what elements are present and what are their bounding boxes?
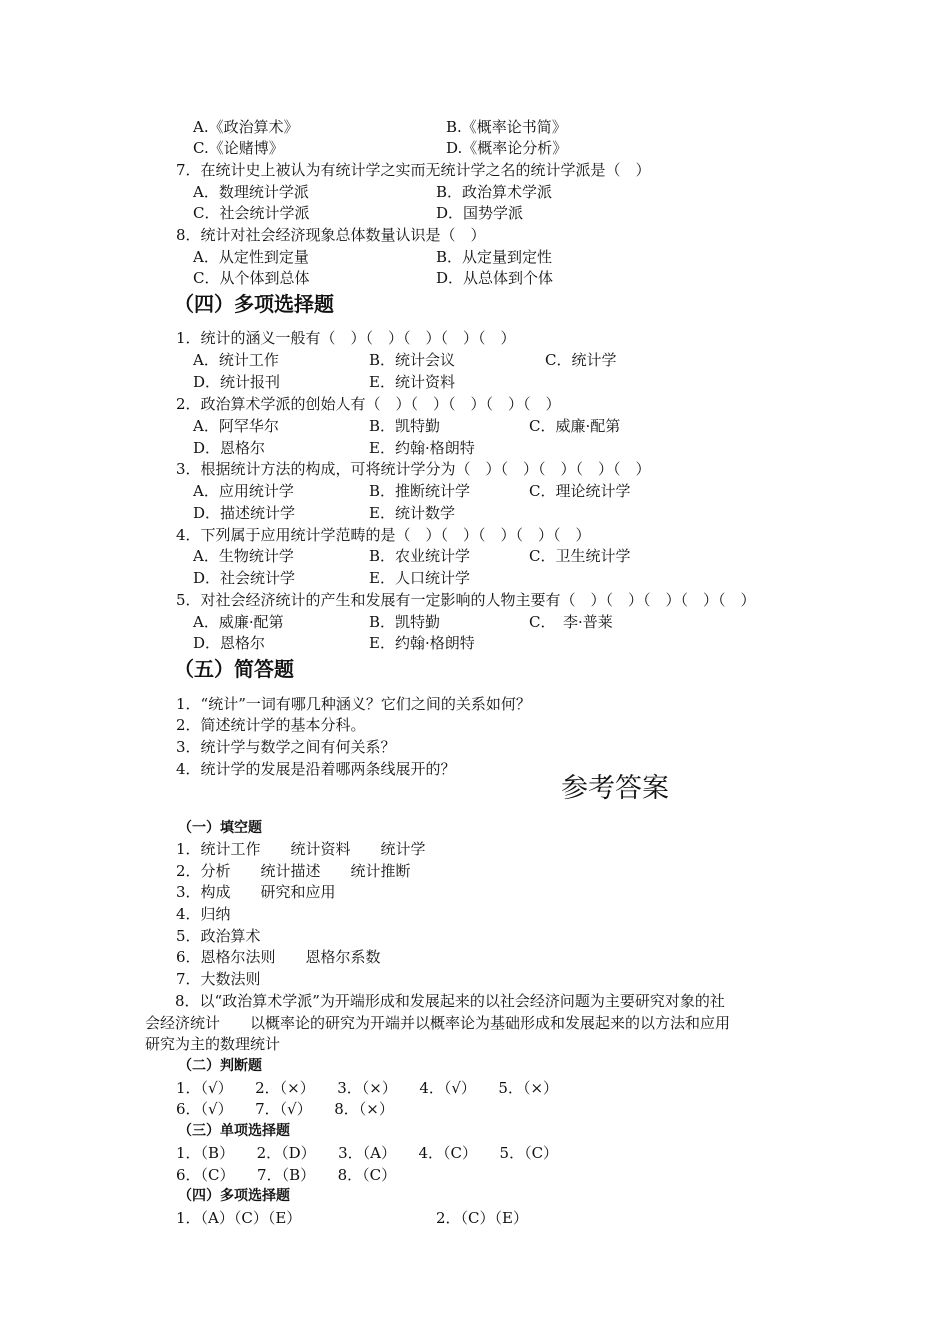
s5-item-3: 3．统计学与数学之间有何关系？	[176, 738, 396, 756]
answers-judge-line-2: 6．（√） 7．（√） 8．（×）	[176, 1100, 394, 1118]
q6-option-d: D.《概率论分析》	[446, 139, 568, 157]
q8-option-b: B．从定量到定性	[436, 248, 553, 266]
answers-title: 参考答案	[561, 773, 669, 804]
s4-q1-option-b: B．统计会议	[369, 351, 456, 369]
s4-q5-option-e: E．约翰·格朗特	[369, 634, 475, 652]
s4-q5-option-a: A．威廉·配第	[193, 613, 284, 631]
s4-q5-option-b: B．凯特勤	[369, 613, 441, 631]
answers-fill-line-2: 2．分析 统计描述 统计推断	[176, 862, 411, 880]
s4-q2-option-c: C．威廉·配第	[529, 417, 621, 435]
q6-option-a: A.《政治算术》	[193, 118, 299, 136]
q6-option-b: B.《概率论书简》	[446, 118, 567, 136]
q8-option-d: D．从总体到个体	[436, 269, 554, 287]
answers-fill-line-8c: 研究为主的数理统计	[145, 1035, 281, 1053]
answers-single-line-1: 1．（B） 2．（D） 3．（A） 4．（C） 5．（C）	[176, 1144, 559, 1162]
answers-judge-heading: （二）判断题	[178, 1058, 262, 1074]
section-heading-multiple-choice: （四）多项选择题	[174, 292, 334, 316]
answers-fill-line-7: 7．大数法则	[176, 970, 261, 988]
answers-fill-line-6: 6．恩格尔法则 恩格尔系数	[176, 948, 381, 966]
q7-stem: 7．在统计史上被认为有统计学之实而无统计学之名的统计学派是（ ）	[176, 161, 651, 179]
s4-q3-option-a: A．应用统计学	[193, 482, 294, 500]
answers-judge-line-1: 1．（√） 2．（×） 3．（×） 4．（√） 5．（×）	[176, 1079, 559, 1097]
s4-q3-option-e: E．统计数学	[369, 504, 455, 522]
answers-multi-item-2: 2．（C）（E）	[436, 1209, 528, 1227]
q8-stem: 8．统计对社会经济现象总体数量认识是（ ）	[176, 226, 486, 244]
s4-q5-option-c: C． 李·普莱	[529, 613, 613, 631]
s4-q4-stem: 4．下列属于应用统计学范畴的是（ ）（ ）（ ）（ ）（ ）	[176, 526, 591, 544]
s4-q2-option-d: D．恩格尔	[193, 439, 266, 457]
q7-option-c: C．社会统计学派	[193, 204, 310, 222]
q7-option-d: D．国势学派	[436, 204, 524, 222]
answers-fill-line-4: 4．归纳	[176, 905, 231, 923]
q7-option-b: B．政治算术学派	[436, 183, 553, 201]
q6-option-c: C.《论赌博》	[193, 139, 284, 157]
s4-q2-option-e: E．约翰·格朗特	[369, 439, 475, 457]
s4-q4-option-c: C．卫生统计学	[529, 547, 631, 565]
section-heading-short-answer: （五）简答题	[174, 657, 294, 681]
s5-item-1: 1．“统计”一词有哪几种涵义？它们之间的关系如何？	[176, 695, 531, 713]
answers-fill-line-5: 5．政治算术	[176, 927, 261, 945]
s4-q2-stem: 2．政治算术学派的创始人有（ ）（ ）（ ）（ ）（ ）	[176, 395, 561, 413]
s4-q1-option-c: C．统计学	[545, 351, 617, 369]
s4-q3-option-d: D．描述统计学	[193, 504, 296, 522]
answers-single-heading: （三）单项选择题	[178, 1123, 290, 1139]
s4-q5-stem: 5．对社会经济统计的产生和发展有一定影响的人物主要有（ ）（ ）（ ）（ ）（ ）	[176, 591, 756, 609]
s4-q3-option-c: C．理论统计学	[529, 482, 631, 500]
s4-q4-option-d: D．社会统计学	[193, 569, 296, 587]
answers-single-line-2: 6．（C） 7．（B） 8．（C）	[176, 1166, 397, 1184]
q8-option-c: C．从个体到总体	[193, 269, 310, 287]
s4-q2-option-b: B．凯特勤	[369, 417, 441, 435]
s4-q1-option-e: E．统计资料	[369, 373, 455, 391]
s5-item-2: 2．简述统计学的基本分科。	[176, 716, 366, 734]
s4-q5-option-d: D．恩格尔	[193, 634, 266, 652]
s4-q1-option-d: D．统计报刊	[193, 373, 281, 391]
answers-fill-line-8a: 8．以“政治算术学派”为开端形成和发展起来的以社会经济问题为主要研究对象的社	[145, 992, 725, 1010]
s4-q3-stem: 3．根据统计方法的构成，可将统计学分为（ ）（ ）（ ）（ ）（ ）	[176, 460, 651, 478]
q8-option-a: A．从定性到定量	[193, 248, 309, 266]
s4-q4-option-b: B．农业统计学	[369, 547, 471, 565]
s4-q1-stem: 1．统计的涵义一般有（ ）（ ）（ ）（ ）（ ）	[176, 329, 516, 347]
answers-multi-heading: （四）多项选择题	[178, 1188, 290, 1204]
s4-q2-option-a: A．阿罕华尔	[193, 417, 279, 435]
s4-q4-option-e: E．人口统计学	[369, 569, 470, 587]
answers-fill-heading: （一）填空题	[178, 820, 262, 836]
s4-q1-option-a: A．统计工作	[193, 351, 279, 369]
answers-multi-item-1: 1．（A）（C）（E）	[176, 1209, 302, 1227]
q7-option-a: A．数理统计学派	[193, 183, 309, 201]
s4-q3-option-b: B．推断统计学	[369, 482, 471, 500]
answers-fill-line-3: 3．构成 研究和应用	[176, 883, 336, 901]
answers-fill-line-8b: 会经济统计 以概率论的研究为开端并以概率论为基础形成和发展起来的以方法和应用	[145, 1014, 731, 1032]
answers-fill-line-1: 1．统计工作 统计资料 统计学	[176, 840, 426, 858]
s4-q4-option-a: A．生物统计学	[193, 547, 294, 565]
s5-item-4: 4．统计学的发展是沿着哪两条线展开的？	[176, 760, 456, 778]
